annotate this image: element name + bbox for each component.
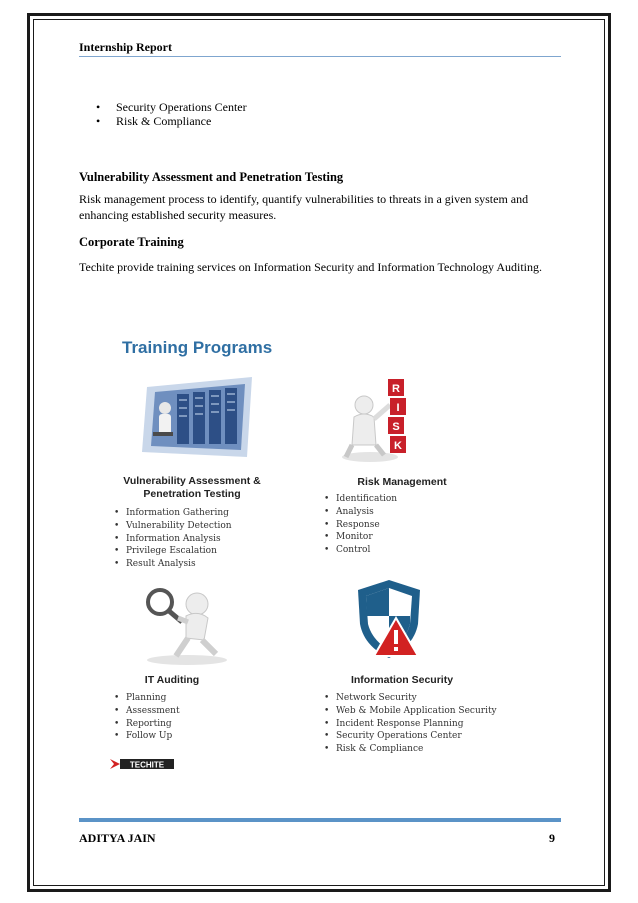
list-item: • Vulnerability Detection — [112, 520, 232, 533]
list-item: • Network Security — [322, 692, 497, 705]
server-room-icon — [137, 372, 257, 462]
list-item: • Identification — [322, 493, 397, 506]
list-item: • Follow Up — [112, 730, 180, 743]
list-item: • Result Analysis — [112, 558, 232, 571]
list-item: • Assessment — [112, 705, 180, 718]
list-item: • Incident Response Planning — [322, 718, 497, 731]
list-item: • Response — [322, 519, 397, 532]
page-number: 9 — [549, 831, 555, 845]
risk-title: Risk Management — [357, 476, 447, 488]
shield-warning-icon — [354, 578, 424, 660]
list-item: • Analysis — [322, 506, 397, 519]
audit-title: IT Auditing — [144, 674, 200, 686]
list-item: • Security Operations Center — [322, 730, 497, 743]
list-item: • Privilege Escalation — [112, 545, 232, 558]
techite-logo — [110, 758, 174, 770]
training-programs-figure — [92, 330, 512, 780]
section-heading-vapt: Vulnerability Assessment and Penetration Testing — [79, 170, 344, 184]
audit-list — [112, 692, 180, 743]
svg-text:TECHITE: TECHITE — [129, 760, 165, 770]
list-item: • Information Analysis — [112, 533, 232, 546]
vapt-list — [112, 507, 232, 571]
list-item: • Control — [322, 544, 397, 557]
header-title: Internship Report — [79, 40, 173, 54]
header-rule — [79, 56, 561, 57]
list-item: • Risk & Compliance — [322, 743, 497, 756]
list-item: • Risk & Compliance — [96, 114, 247, 128]
list-item: • Planning — [112, 692, 180, 705]
list-item: • Monitor — [322, 531, 397, 544]
footer-rule — [79, 818, 561, 822]
vapt-title: Vulnerability Assessment & Penetration Testing — [123, 475, 261, 500]
list-item: • Security Operations Center — [96, 100, 247, 114]
svg-text:R: R — [392, 383, 400, 395]
svg-text:S: S — [392, 421, 400, 433]
svg-text:I: I — [396, 402, 400, 414]
section-text-training: Techite provide training services on Information Security and Information Technology Auditing. — [79, 260, 542, 274]
list-item: • Web & Mobile Application Security — [322, 705, 497, 718]
infosec-list — [322, 692, 497, 756]
risk-list — [322, 493, 397, 557]
footer-author: ADITYA JAIN — [79, 831, 156, 845]
bullet-list — [96, 100, 247, 128]
section-text-vapt: Risk management process to identify, quantify vulnerabilities to threats in a given system and enhancing established security measures. — [79, 192, 529, 222]
list-item: • Information Gathering — [112, 507, 232, 520]
risk-figure-icon — [340, 375, 420, 465]
list-item: • Reporting — [112, 718, 180, 731]
figure-title: Training Programs — [122, 338, 273, 357]
infosec-title: Information Security — [350, 674, 454, 686]
section-heading-training: Corporate Training — [79, 235, 184, 249]
svg-text:K: K — [394, 440, 402, 452]
magnifier-figure-icon — [142, 582, 232, 667]
